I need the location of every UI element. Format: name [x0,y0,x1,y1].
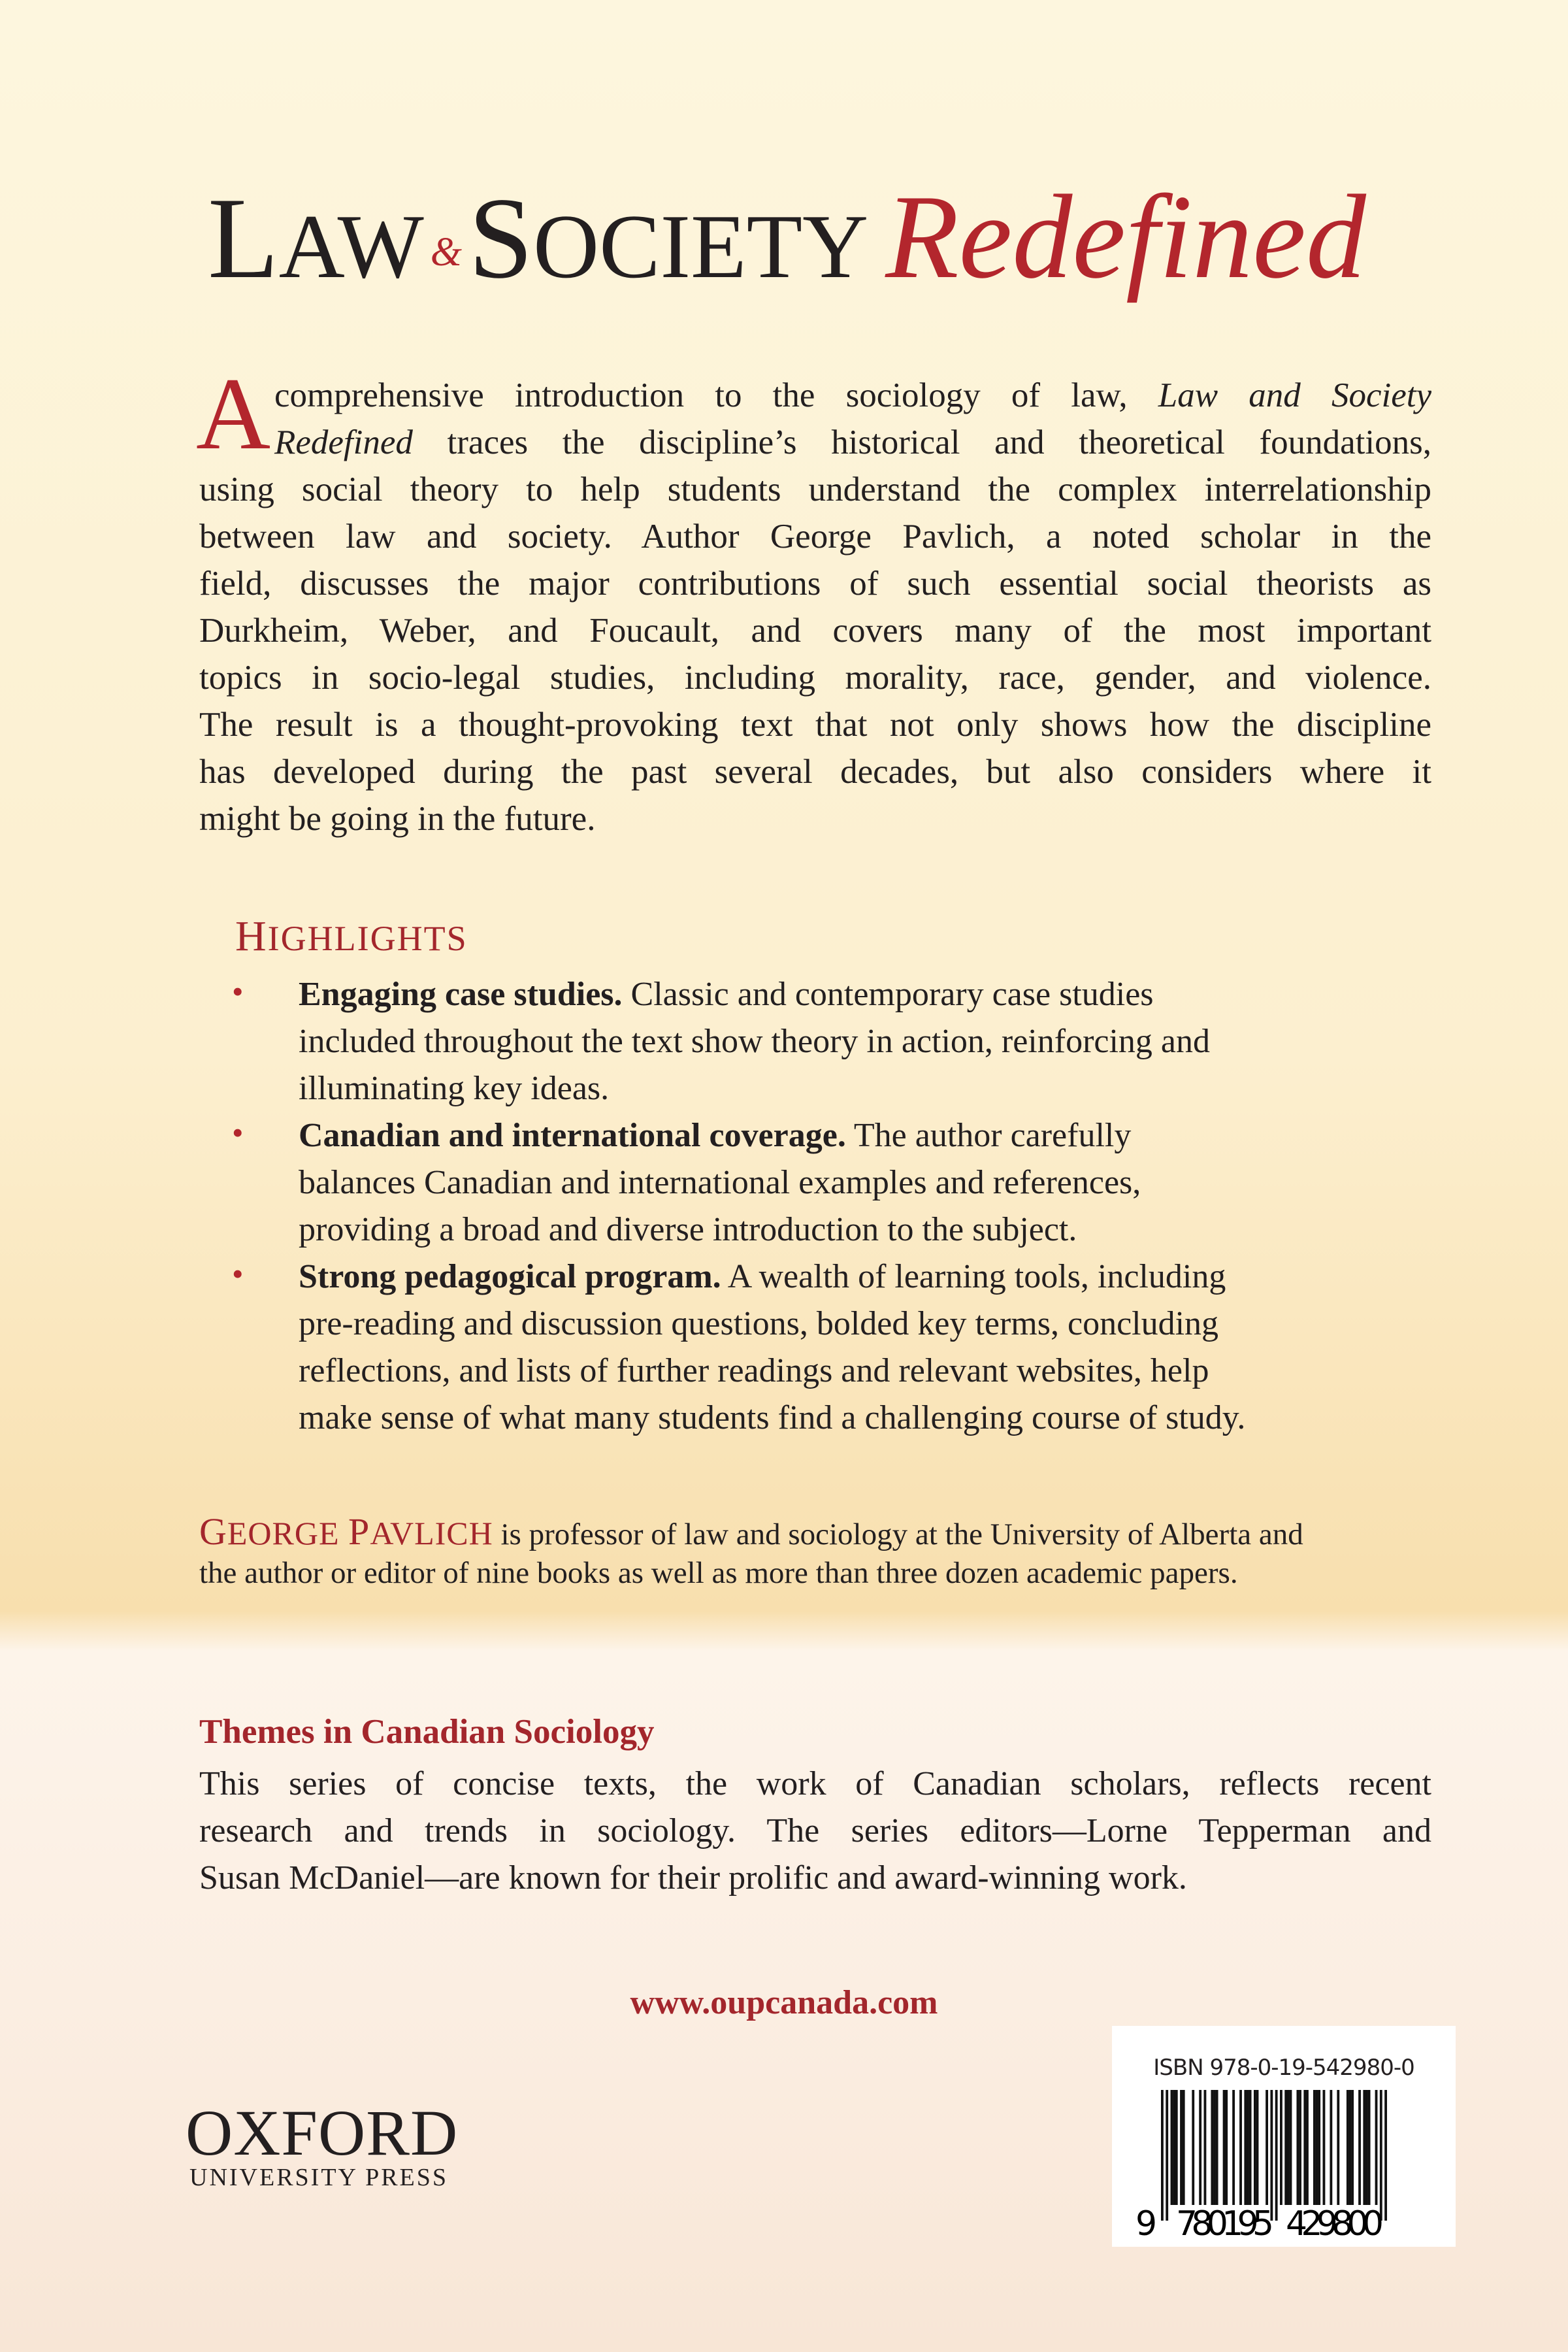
bullet-icon: • [232,1114,244,1151]
barcode-bar [1275,2090,1278,2221]
highlight-line: balances Canadian and international examples and references, [299,1164,1141,1201]
title-ampersand: & [430,230,462,274]
highlight-text: A wealth of learning tools, including [727,1258,1226,1295]
barcode-bar [1313,2090,1316,2205]
description-line: Redefined traces the discipline’s historical and theoretical foundations, [274,423,1431,461]
barcode-bar [1318,2090,1320,2205]
title-law: L [208,173,279,303]
description-line: The result is a thought-provoking text that not only shows how the discipline [199,706,1431,744]
barcode-bar [1213,2090,1216,2205]
highlight-title: Strong pedagogical program. [299,1258,721,1295]
hl-h: H [235,912,268,960]
barcode-bar [1296,2090,1299,2205]
barcode-bar [1183,2090,1185,2205]
isbn-barcode [1112,2026,1456,2247]
highlight-line: make sense of what many students find a challenging course of study. [299,1399,1246,1436]
author-name [199,1510,493,1553]
barcode-bar [1256,2090,1259,2205]
barcode-bar [1365,2090,1368,2205]
highlight-line [299,1116,1422,1155]
barcode-bar [1384,2090,1387,2221]
barcode-bar [1351,2090,1354,2205]
barcode-bar [1270,2090,1273,2221]
title-society: S [468,173,533,303]
highlight-line: reflections, and lists of further readings and relevant websites, help [299,1352,1209,1389]
drop-cap: A [196,357,271,471]
barcode-bar [1337,2090,1339,2205]
barcode-bar [1280,2090,1282,2205]
barcode-bar [1175,2090,1178,2205]
title-society-rest: OCIETY [533,196,869,297]
author-bio-line-2: the author or editor of nine books as well as more than three dozen academic papers. [199,1556,1238,1590]
barcode-bar [1380,2090,1382,2221]
barcode-bar [1330,2090,1332,2205]
barcode-bar [1216,2090,1218,2205]
barcode-bar [1316,2090,1318,2205]
book-title [208,170,1366,303]
url-text[interactable]: www.oupcanada.com [630,1984,938,2021]
barcode-digit-first: 9 [1135,2204,1158,2238]
barcode-bar [1290,2090,1292,2205]
barcode-bar [1199,2090,1201,2205]
highlight-title: Engaging case studies. [299,976,623,1013]
highlights-heading [235,912,468,961]
author-bio-text: is professor of law and sociology at the University of Alberta and [500,1517,1303,1551]
series-heading: Themes in Canadian Sociology [199,1713,655,1751]
bullet-icon: • [232,1255,244,1292]
highlight-line [299,975,1422,1014]
highlight-text: Classic and contemporary case studies [630,976,1154,1013]
barcode-bar [1287,2090,1290,2205]
barcode-digits-left: 780195 [1176,2204,1274,2238]
barcode-bar [1303,2090,1306,2205]
description-line: using social theory to help students understand the complex interrelationship [199,471,1431,508]
highlight-line: providing a broad and diverse introduction to the subject. [299,1211,1077,1248]
book-title-italic: Redefined [274,423,413,461]
author-bio-line-1 [199,1510,1303,1553]
barcode-bar [1358,2090,1361,2205]
barcode-bar [1180,2090,1183,2205]
an2: EORGE [227,1515,340,1551]
barcode-bar [1166,2090,1168,2221]
barcode-bar [1192,2090,1194,2205]
barcode-bar [1244,2090,1247,2205]
hl-rest: IGHLIGHTS [267,919,468,958]
barcode-bar [1306,2090,1309,2205]
an3: P [348,1510,370,1553]
an1: G [199,1510,227,1553]
description-line: field, discusses the major contributions of such essential social theorists as [199,565,1431,603]
oxford-logo-sub: UNIVERSITY PRESS [189,2164,449,2191]
highlight-line [299,1257,1422,1297]
bullet-icon: • [232,973,244,1010]
barcode-bars [1132,2085,1439,2238]
barcode-bar [1247,2090,1249,2205]
book-title-italic: Law and Society [1158,376,1431,414]
barcode-bar [1284,2090,1287,2205]
barcode-bar [1363,2090,1365,2205]
title-redefined: Redefined [885,170,1366,303]
barcode-bar [1299,2090,1301,2205]
barcode-bar [1323,2090,1326,2205]
barcode-digits-right: 429800 [1286,2204,1384,2238]
publisher-url[interactable] [0,1983,1568,2022]
highlight-line: included throughout the text show theory in action, reinforcing and [299,1023,1210,1060]
barcode-bar [1239,2090,1242,2205]
barcode-bar [1173,2090,1175,2205]
barcode-bar [1211,2090,1213,2205]
isbn-label: ISBN 978-0-19-542980-0 [1153,2055,1414,2081]
barcode-bar [1171,2090,1173,2205]
highlight-line: illuminating key ideas. [299,1070,610,1107]
description-line: topics in socio-legal studies, including morality, race, gender, and violence. [199,659,1431,697]
barcode-bar [1349,2090,1352,2205]
barcode-bar [1254,2090,1256,2205]
barcode-bar [1232,2090,1235,2205]
barcode-bar [1223,2090,1226,2205]
an4: AVLICH [370,1515,493,1551]
highlight-title: Canadian and international coverage. [299,1117,846,1154]
description-line: has developed during the past several decades, but also considers where it [199,753,1431,791]
barcode-bar [1266,2090,1268,2205]
barcode-bar [1368,2090,1371,2205]
description-line: comprehensive introduction to the sociology of law, Law and Society [274,376,1431,414]
highlight-line: pre-reading and discussion questions, bolded key terms, concluding [299,1305,1219,1342]
barcode-bar [1347,2090,1349,2205]
barcode-bar [1249,2090,1252,2205]
description-line: might be going in the future. [199,800,596,838]
title-law-rest: AW [278,196,424,297]
series-line: This series of concise texts, the work of Canadian scholars, reflects recent [199,1765,1431,1802]
oxford-logo: OXFORD [186,2096,459,2169]
description-line: between law and society. Author George Pavlich, a noted scholar in the [199,518,1431,555]
series-line: Susan McDaniel—are known for their prolific and award-winning work. [199,1859,1187,1897]
barcode-bar [1161,2090,1164,2221]
description-line: Durkheim, Weber, and Foucault, and covers many of the most important [199,612,1431,650]
barcode-bar [1225,2090,1228,2205]
series-line: research and trends in sociology. The series editors—Lorne Tepperman and [199,1812,1431,1849]
barcode-bar [1204,2090,1207,2205]
barcode-bar [1375,2090,1378,2205]
highlight-text: The author carefully [853,1117,1132,1154]
